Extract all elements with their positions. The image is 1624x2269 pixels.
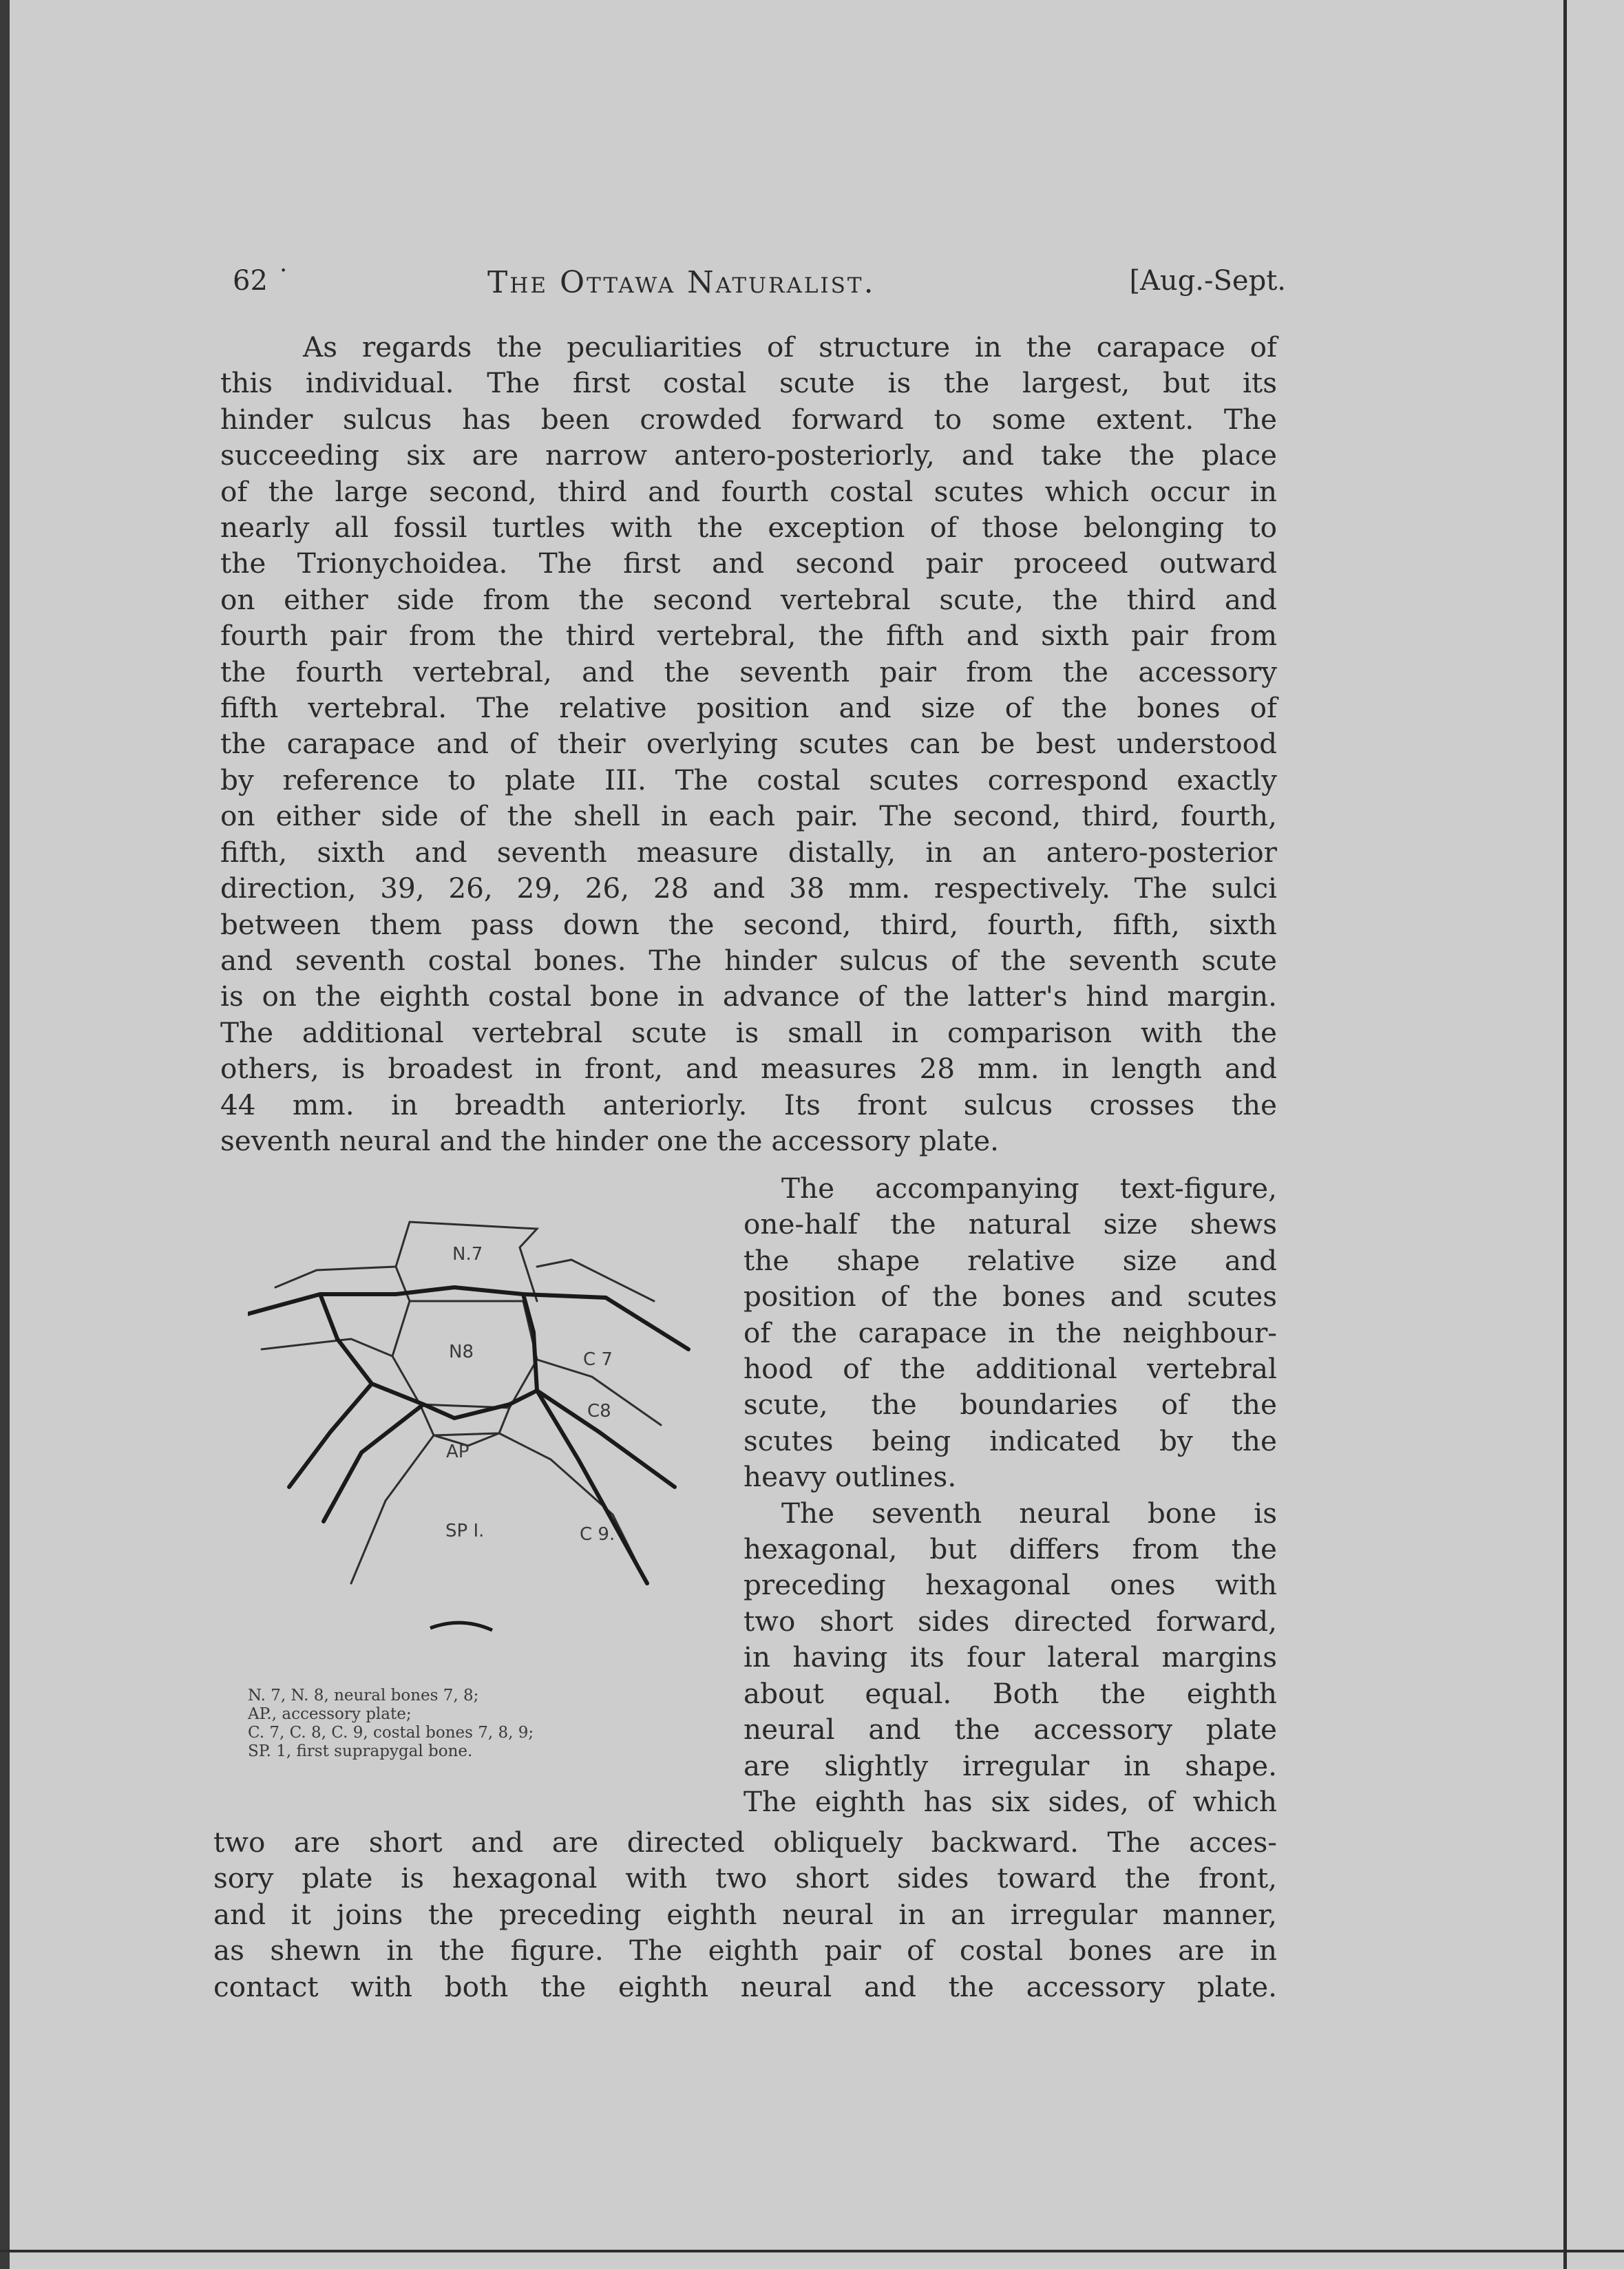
suture-right-c9 (499, 1433, 647, 1583)
label-n8: N8 (449, 1342, 474, 1362)
text-line: and it joins the preceding eighth neural in an irregular manner, (213, 1897, 1277, 1931)
text-line: one-half the natural size shews (744, 1207, 1277, 1241)
page-number: 62 ˙ (233, 265, 291, 297)
left-scan-border (0, 0, 10, 2269)
suprapygal-mark (430, 1623, 492, 1630)
text-line: The eighth has six sides, of which (744, 1784, 1277, 1818)
text-line: between them pass down the second, third, fourth, fifth, sixth (220, 907, 1277, 941)
caption-line: C. 7, C. 8, C. 9, costal bones 7, 8, 9; (248, 1724, 534, 1742)
text-line: is on the eighth costal bone in advance of the latter's hind margin. (220, 980, 1277, 1013)
text-line: two short sides directed forward, (744, 1604, 1277, 1638)
text-line: as shewn in the figure. The eighth pair of costal bones are in (213, 1934, 1277, 1967)
text-line: this individual. The first costal scute is the largest, but its (220, 366, 1277, 400)
carapace-text-figure (248, 1198, 702, 1666)
text-line: The accompanying text-figure, (781, 1172, 1277, 1205)
text-line: of the large second, third and fourth costal scutes which occur in (220, 474, 1277, 508)
text-line: the carapace and of their overlying scutes can be best understood (220, 727, 1277, 761)
text-line: the shape relative size and (744, 1243, 1277, 1277)
paragraph-text-figure (744, 1170, 1277, 1819)
text-line: fourth pair from the third vertebral, the fifth and sixth pair from (220, 619, 1277, 653)
caption-line: AP., accessory plate; (248, 1705, 412, 1723)
suture-left-c8 (262, 1339, 392, 1356)
text-line: sory plate is hexagonal with two short sides toward the front, (213, 1861, 1277, 1895)
text-line: hood of the additional vertebral (744, 1352, 1277, 1386)
text-line: hinder sulcus has been crowded forward to some extent. The (220, 402, 1277, 436)
caption-line: N. 7, N. 8, neural bones 7, 8; (248, 1687, 479, 1705)
journal-title: The Ottawa Naturalist. (487, 265, 876, 300)
label-ap: AP (446, 1442, 470, 1462)
text-line: 44 mm. in breadth anteriorly. Its front sulcus crosses the (220, 1088, 1277, 1121)
text-line: The seventh neural bone is (781, 1496, 1277, 1530)
text-line: As regards the peculiarities of structure in the carapace of (303, 330, 1277, 363)
scute-sulcus-left-lower (289, 1384, 372, 1487)
text-line: neural and the accessory plate (744, 1713, 1277, 1746)
text-line: scutes being indicated by the (744, 1424, 1277, 1457)
text-line: succeeding six are narrow antero-posteriorly, and take the place (220, 439, 1277, 472)
label-sp1: SP I. (445, 1521, 485, 1541)
carapace-diagram (248, 1198, 702, 1666)
paragraph-carapace-structure (220, 329, 1277, 1159)
text-line: by reference to plate III. The costal scutes correspond exactly (220, 763, 1277, 796)
text-line: contact with both the eighth neural and the accessory plate. (213, 1970, 1277, 2003)
text-line: hexagonal, but differs from the (744, 1532, 1277, 1566)
text-line: seventh neural and the hinder one the accessory plate. (220, 1123, 1000, 1157)
label-c7: C 7 (583, 1349, 613, 1370)
issue-date: [Aug.-Sept. (1129, 265, 1286, 297)
text-line: The additional vertebral scute is small in comparison with the (220, 1015, 1277, 1049)
scute-sulcus-vertebral-sides (320, 1294, 537, 1418)
text-line: on either side from the second vertebral scute, the third and (220, 582, 1277, 616)
bottom-scan-rule (0, 2250, 1624, 2252)
text-line: on either side of the shell in each pair. The second, third, fourth, (220, 799, 1277, 833)
label-n7: N.7 (452, 1244, 483, 1265)
paragraph-neural-bones-continued (213, 1824, 1277, 2005)
text-line: fifth, sixth and seventh measure distally, in an antero-posterior (220, 835, 1277, 869)
text-line: two are short and are directed obliquely backward. The acces- (213, 1826, 1277, 1859)
figure-caption (248, 1687, 730, 1761)
label-c8: C8 (587, 1401, 611, 1422)
scute-sulcus-right-upper (523, 1294, 537, 1391)
text-line: in having its four lateral margins (744, 1640, 1277, 1674)
right-scan-rule (1563, 0, 1567, 2269)
running-header (233, 265, 1286, 306)
text-line: nearly all fossil turtles with the exception of those belonging to (220, 511, 1277, 545)
text-line: fifth vertebral. The relative position and size of the bones of (220, 691, 1277, 725)
text-line: heavy outlines. (744, 1460, 957, 1494)
text-line: position of the bones and scutes (744, 1280, 1277, 1313)
text-line: direction, 39, 26, 29, 26, 28 and 38 mm. respectively. The sulci (220, 872, 1277, 905)
suture-left-c9 (351, 1435, 434, 1583)
text-line: about equal. Both the eighth (744, 1676, 1277, 1710)
text-line: the Trionychoidea. The first and second pair proceed outward (220, 547, 1277, 580)
scute-sulcus-front (248, 1287, 688, 1349)
caption-line: SP. 1, first suprapygal bone. (248, 1742, 473, 1760)
text-line: and seventh costal bones. The hinder sulcus of the seventh scute (220, 943, 1277, 977)
text-line: preceding hexagonal ones with (744, 1568, 1277, 1602)
text-line: are slightly irregular in shape. (744, 1749, 1277, 1782)
label-c9: C 9. (580, 1524, 615, 1545)
text-line: scute, the boundaries of the (744, 1388, 1277, 1422)
suture-left-c7 (275, 1267, 396, 1287)
text-line: the fourth vertebral, and the seventh pair from the accessory (220, 655, 1277, 688)
text-line: others, is broadest in front, and measures 28 mm. in length and (220, 1052, 1277, 1086)
text-line: of the carapace in the neighbour- (744, 1316, 1277, 1349)
